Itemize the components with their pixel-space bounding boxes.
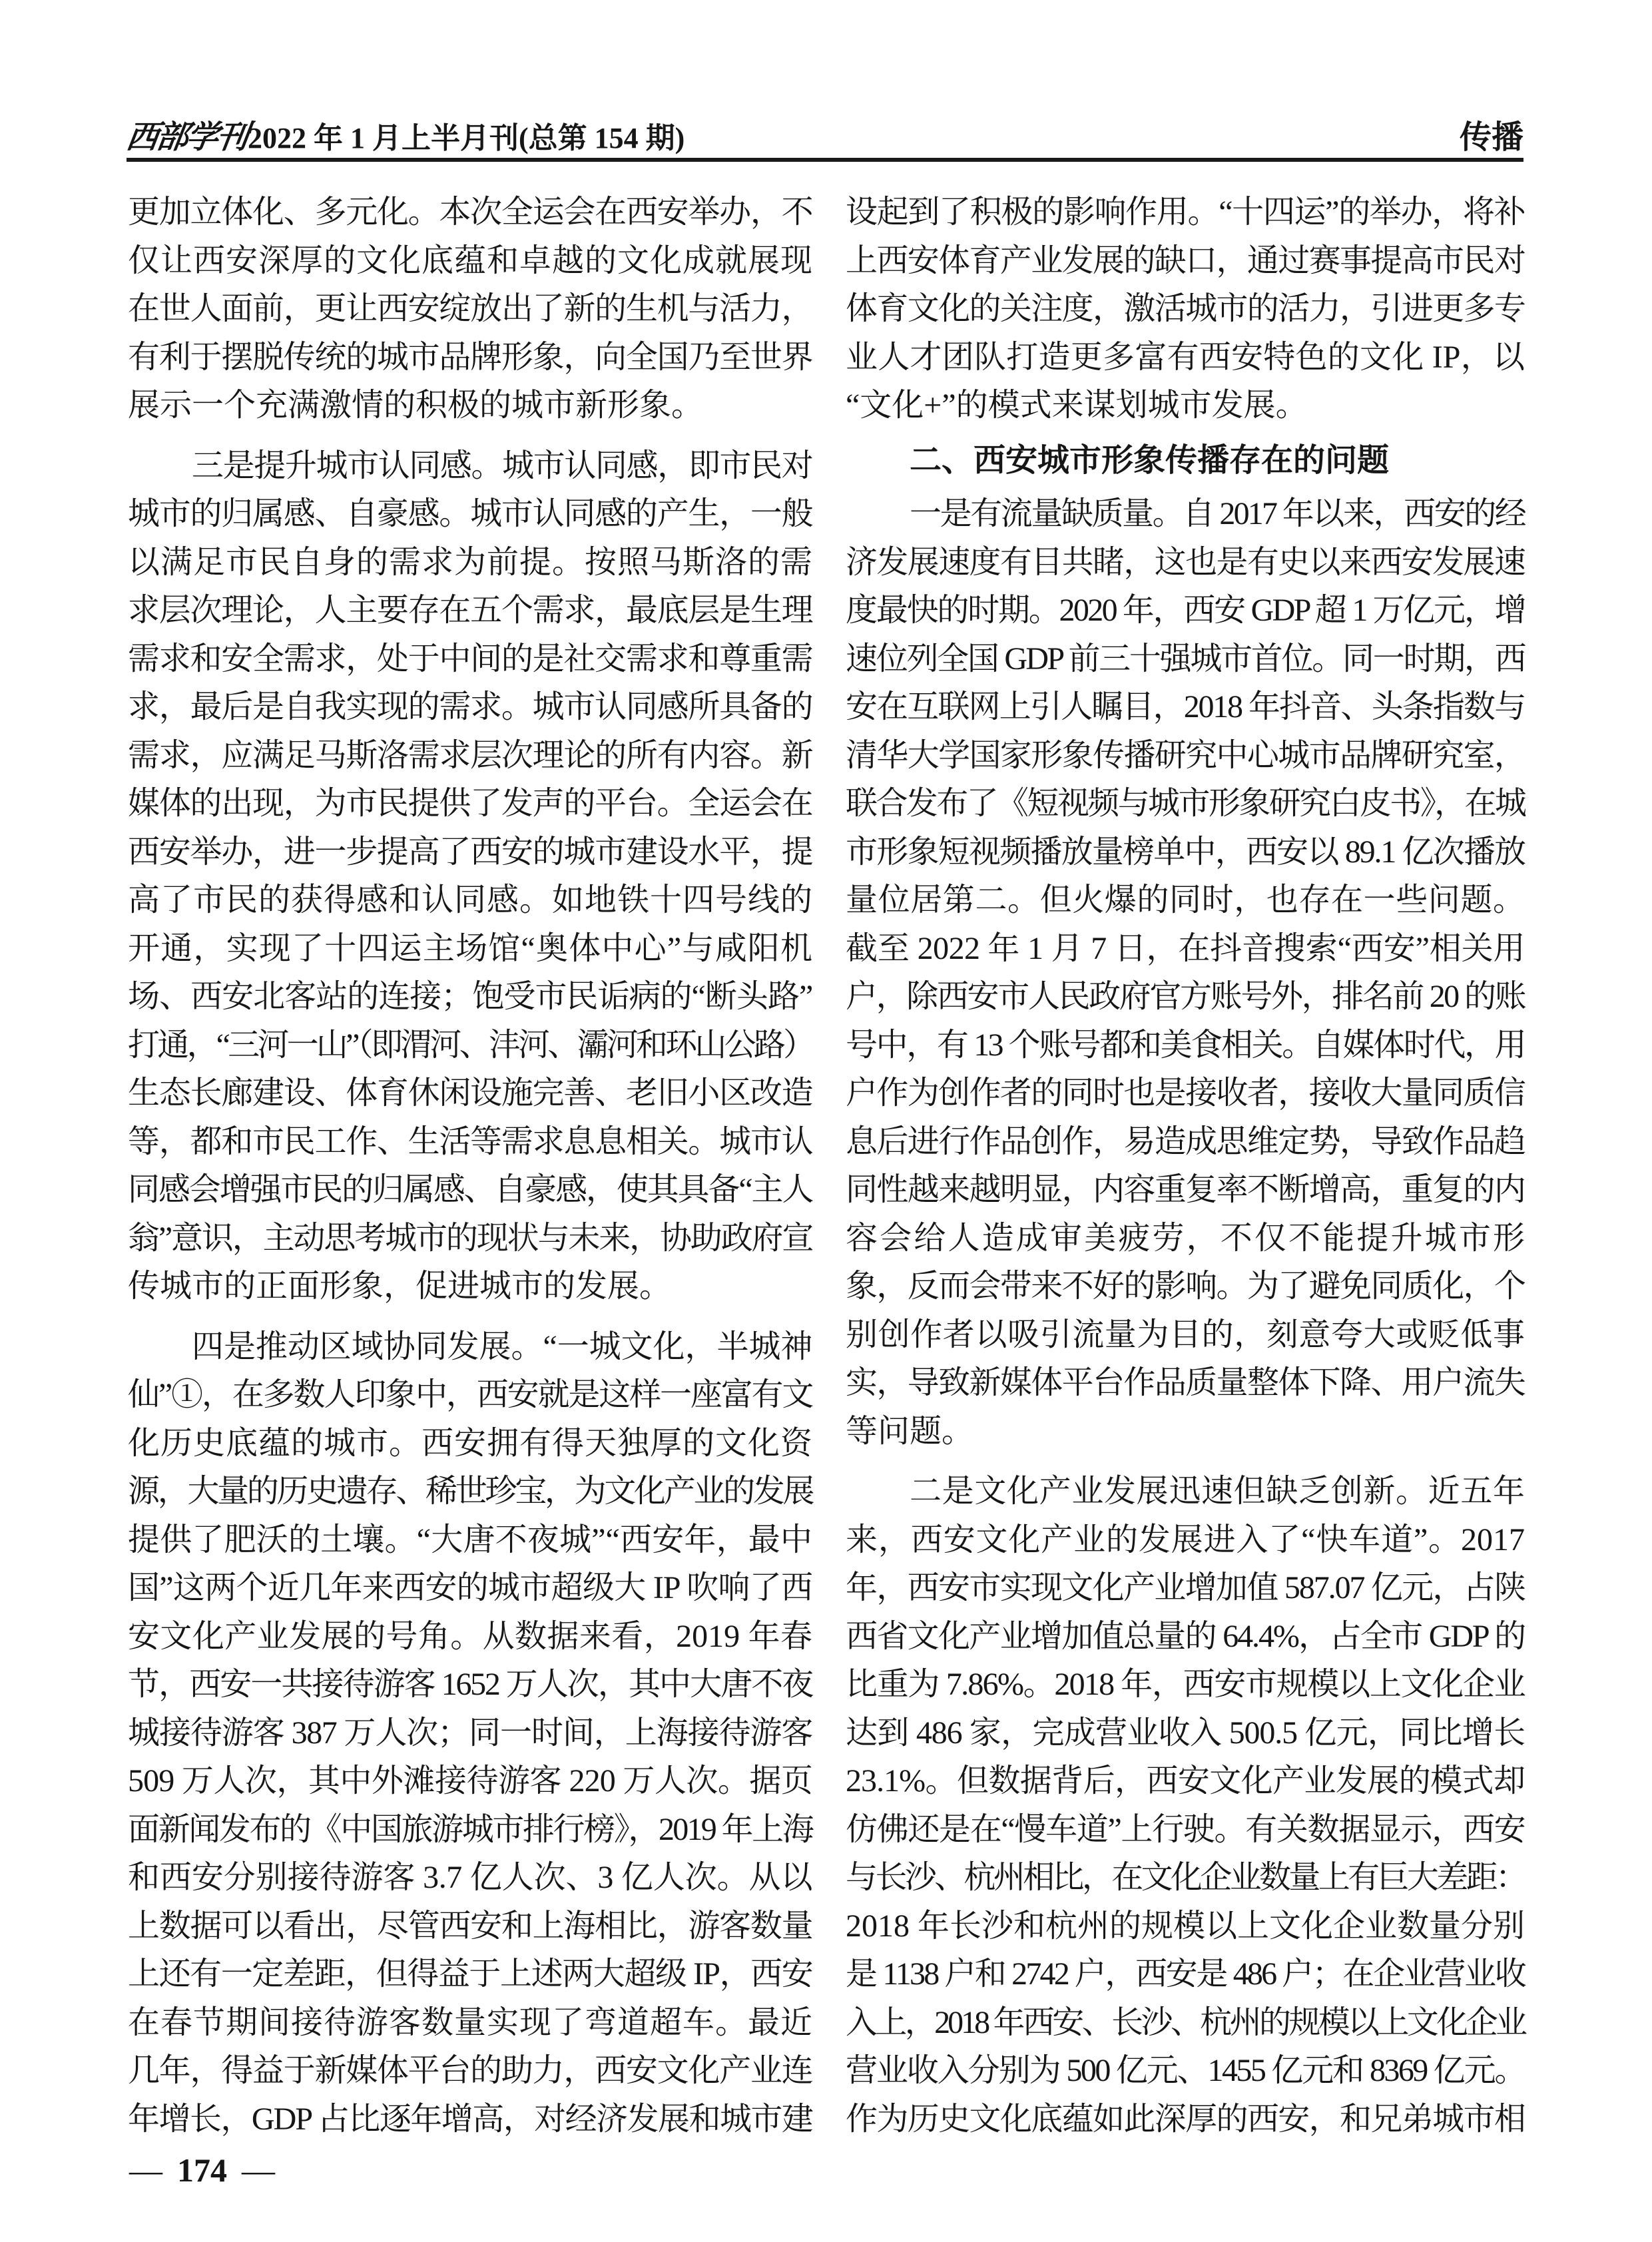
text-line: 容会给人造成审美疲劳，不仅不能提升城市形 [846, 1220, 1525, 1256]
text-line: 翁”意识，主动思考城市的现状与未来，协助政府宣 [128, 1220, 812, 1256]
text-line: 城接待游客 387 万人次；同一时间，上海接待游客 [128, 1715, 812, 1751]
text-line: 提供了肥沃的土壤。“大唐不夜城”“西安年，最中 [128, 1522, 812, 1557]
text-line: 西省文化产业增加值总量的 64.4%，占全市 GDP 的 [846, 1618, 1525, 1654]
text-line: 高了市民的获得感和认同感。如地铁十四号线的 [128, 882, 812, 918]
text-line: 等，都和市民工作、生活等需求息息相关。城市认 [128, 1123, 812, 1159]
text-line: 同感会增强市民的归属感、自豪感，使其具备“主人 [128, 1172, 812, 1207]
paragraph [846, 490, 1525, 1456]
header-rule [127, 158, 1523, 162]
text-line: 场、西安北客站的连接；饱受市民诟病的“断头路” [128, 979, 812, 1014]
heading-text: 二、西安城市形象传播存在的问题 [910, 441, 1390, 479]
text-line: 安在互联网上引人瞩目，2018 年抖音、头条指数与 [846, 689, 1525, 724]
column-right [846, 188, 1525, 2143]
text-line: 联合发布了《短视频与城市形象研究白皮书》，在城 [846, 786, 1525, 821]
text-line: 有利于摆脱传统的城市品牌形象，向全国乃至世界 [128, 339, 812, 375]
text-line: 一是有流量缺质量。自 2017 年以来，西安的经 [910, 496, 1525, 531]
text-line: 营业收入分别为 500 亿元、1455 亿元和 8369 亿元。 [846, 2053, 1525, 2088]
text-line: 入上，2018 年西安、长沙、杭州的规模以上文化企业 [846, 2004, 1525, 2040]
text-line: 市形象短视频播放量榜单中，西安以 89.1 亿次播放 [846, 834, 1525, 870]
footer-dash: — [129, 2151, 162, 2189]
text-line: 求层次理论，人主要存在五个需求，最底层是生理 [128, 593, 812, 628]
text-line: 比重为 7.86%。2018 年，西安市规模以上文化企业 [846, 1667, 1525, 1702]
text-line: 与长沙、杭州相比，在文化企业数量上有巨大差距： [846, 1860, 1525, 1895]
text-line: 和西安分别接待游客 3.7 亿人次、3 亿人次。从以 [128, 1860, 812, 1895]
section-label: 传播 [1459, 119, 1523, 156]
text-line: 节，西安一共接待游客 1652 万人次，其中大唐不夜 [128, 1667, 812, 1702]
paragraph [128, 1323, 812, 2144]
text-line: 量位居第二。但火爆的同时，也存在一些问题。 [846, 882, 1525, 918]
text-line: 年，西安市实现文化产业增加值 587.07 亿元，占陕 [846, 1570, 1525, 1605]
text-line: 509 万人次，其中外滩接待游客 220 万人次。据页 [128, 1763, 812, 1799]
text-line: 上西安体育产业发展的缺口，通过赛事提高市民对 [846, 242, 1525, 278]
text-line: 几年，得益于新媒体平台的助力，西安文化产业连 [128, 2053, 812, 2088]
text-line: 上还有一定差距，但得益于上述两大超级 IP，西安 [128, 1956, 812, 1992]
text-line: 媒体的出现，为市民提供了发声的平台。全运会在 [128, 786, 812, 821]
text-line: 面新闻发布的《中国旅游城市排行榜》，2019 年上海 [128, 1811, 812, 1847]
text-line: 在世人面前，更让西安绽放出了新的生机与活力， [128, 291, 812, 326]
text-line: 同性越来越明显，内容重复率不断增高，重复的内 [846, 1172, 1525, 1207]
running-header [124, 117, 1523, 157]
column-left [128, 188, 812, 2143]
text-line: 户，除西安市人民政府官方账号外，排名前 20 的账 [846, 979, 1525, 1014]
text-line: 作为历史文化底蕴如此深厚的西安，和兄弟城市相 [846, 2101, 1525, 2137]
text-line: 国”这两个近几年来西安的城市超级大 IP 吹响了西 [128, 1570, 812, 1605]
text-line: 仿佛还是在“慢车道”上行驶。有关数据显示，西安 [846, 1811, 1525, 1847]
text-line: 四是推动区域协同发展。“一城文化，半城神 [192, 1328, 812, 1364]
paragraph [846, 1468, 1525, 2143]
text-line: 等问题。 [846, 1413, 974, 1449]
text-line: 打通，“三河一山”（即渭河、沣河、灞河和环山公路） [128, 1027, 812, 1063]
paragraph [846, 188, 1525, 430]
journal-logo: 西部学刊 [124, 119, 249, 156]
paragraph [128, 188, 812, 430]
text-line: 达到 486 家，完成营业收入 500.5 亿元，同比增长 [846, 1715, 1525, 1751]
footer-dash: — [242, 2151, 275, 2189]
text-line: 化历史底蕴的城市。西安拥有得天独厚的文化资 [128, 1425, 812, 1461]
text-line: 别创作者以吸引流量为目的，刻意夸大或贬低事 [846, 1316, 1525, 1352]
text-line: 求，最后是自我实现的需求。城市认同感所具备的 [128, 689, 812, 724]
text-line: 实，导致新媒体平台作品质量整体下降、用户流失 [846, 1365, 1525, 1400]
text-line: 业人才团队打造更多富有西安特色的文化 IP，以 [846, 339, 1525, 375]
text-line: 号中，有 13 个账号都和美食相关。自媒体时代，用 [846, 1027, 1525, 1063]
text-line: 清华大学国家形象传播研究中心城市品牌研究室， [846, 737, 1525, 773]
text-line: 设起到了积极的影响作用。“十四运”的举办，将补 [846, 194, 1525, 230]
text-line: 西安举办，进一步提高了西安的城市建设水平，提 [128, 834, 812, 870]
text-line: 仅让西安深厚的文化底蕴和卓越的文化成就展现 [128, 242, 812, 278]
page-number: 174 [177, 2151, 227, 2189]
text-line: 体育文化的关注度，激活城市的活力，引进更多专 [846, 291, 1525, 326]
text-line: 是 1138 户和 2742 户，西安是 486 户；在企业营业收 [846, 1956, 1525, 1992]
text-line: 济发展速度有目共睹，这也是有史以来西安发展速 [846, 544, 1525, 580]
text-line: 年增长，GDP 占比逐年增高，对经济发展和城市建 [128, 2101, 812, 2137]
issue-info: 2022 年 1 月上半月刊(总第 154 期) [248, 122, 685, 154]
text-line: 象，反而会带来不好的影响。为了避免同质化，个 [846, 1268, 1525, 1304]
text-line: 速位列全国 GDP 前三十强城市首位。同一时期，西 [846, 641, 1525, 677]
text-line: 需求，应满足马斯洛需求层次理论的所有内容。新 [128, 737, 812, 773]
header-left [124, 117, 685, 157]
page-footer [129, 2149, 275, 2191]
text-line: 三是提升城市认同感。城市认同感，即市民对 [192, 447, 812, 483]
text-line: 传城市的正面形象，促进城市的发展。 [128, 1268, 672, 1304]
text-line: 展示一个充满激情的积极的城市新形象。 [128, 388, 704, 423]
text-line: “文化+”的模式来谋划城市发展。 [846, 388, 1308, 423]
text-line: 二是文化产业发展迅速但缺乏创新。近五年 [910, 1474, 1525, 1509]
text-line: 上数据可以看出，尽管西安和上海相比，游客数量 [128, 1908, 812, 1944]
text-line: 安文化产业发展的号角。从数据来看，2019 年春 [128, 1618, 812, 1654]
text-line: 息后进行作品创作，易造成思维定势，导致作品趋 [846, 1123, 1525, 1159]
text-line: 开通，实现了十四运主场馆“奥体中心”与咸阳机 [128, 930, 812, 966]
paragraph [128, 442, 812, 1311]
text-line: 度最快的时期。2020 年，西安 GDP 超 1 万亿元，增 [846, 593, 1525, 628]
text-line: 户作为创作者的同时也是接收者，接收大量同质信 [846, 1075, 1525, 1111]
text-line: 仙”①，在多数人印象中，西安就是这样一座富有文 [128, 1377, 812, 1412]
text-line: 生态长廊建设、体育休闲设施完善、老旧小区改造 [128, 1075, 812, 1111]
text-line: 更加立体化、多元化。本次全运会在西安举办，不 [128, 194, 812, 230]
text-line: 需求和安全需求，处于中间的是社交需求和尊重需 [128, 641, 812, 677]
text-line: 在春节期间接待游客数量实现了弯道超车。最近 [128, 2004, 812, 2040]
text-line: 城市的归属感、自豪感。城市认同感的产生，一般 [128, 496, 812, 531]
section-heading [846, 436, 1525, 485]
text-line: 以满足市民自身的需求为前提。按照马斯洛的需 [128, 544, 812, 580]
text-line: 来，西安文化产业的发展进入了“快车道”。2017 [846, 1522, 1525, 1557]
text-line: 截至 2022 年 1 月 7 日，在抖音搜索“西安”相关用 [846, 930, 1525, 966]
text-line: 源，大量的历史遗存、稀世珍宝，为文化产业的发展 [128, 1474, 812, 1509]
text-line: 2018 年长沙和杭州的规模以上文化企业数量分别 [846, 1908, 1525, 1944]
text-line: 23.1%。但数据背后，西安文化产业发展的模式却 [846, 1763, 1525, 1799]
